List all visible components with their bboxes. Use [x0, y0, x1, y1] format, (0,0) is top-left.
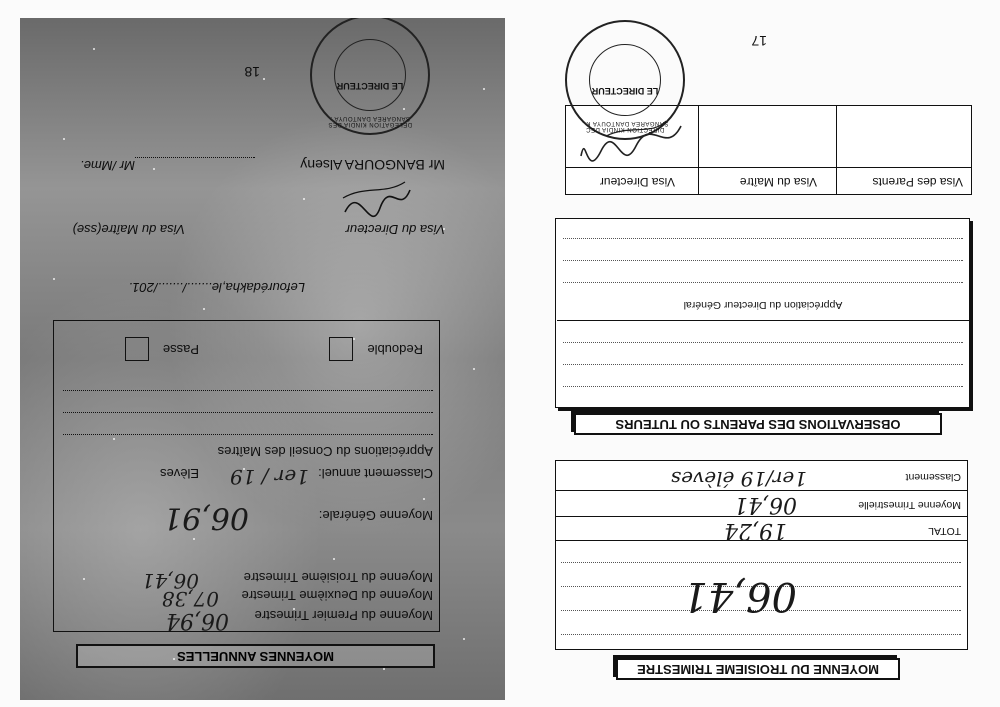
moyenne-trimestrielle-label: Moyenne Trimestrielle: [858, 499, 961, 511]
director-stamp-left: [565, 20, 685, 140]
stamp-title: LE DIRECTEUR: [591, 86, 659, 96]
t1-label: Moyenne du Premier Trimestre: [254, 608, 433, 623]
redouble-label: Redouble: [367, 342, 423, 357]
t2-label: Moyenne du Deuxième Trimestre: [241, 588, 433, 603]
page-number-right: 18: [244, 64, 260, 80]
trimestre-title: MOYENNE DU TROISIEME TRIMESTRE: [616, 658, 900, 680]
t1-value: 06,94: [166, 608, 229, 633]
moyennes-box: [53, 320, 440, 632]
director-stamp-right: [310, 18, 430, 135]
dark-scan-page: [20, 18, 505, 700]
classement-annuel-label: Classement annuel:: [318, 466, 433, 481]
page-number-left: 17: [751, 33, 767, 49]
visa-parents-header: Visa des Parents: [872, 175, 963, 189]
passe-label: Passe: [162, 342, 199, 357]
stamp-right-ring-text: DELEGATION KINDIA DES SANGAREA DANTOUYA .: [327, 115, 413, 127]
redouble-checkbox: [329, 337, 353, 361]
place-date: Lefourédakha,le......./......./201.: [128, 280, 305, 295]
moyenne-generale-label: Moyenne Générale:: [318, 508, 433, 523]
trimestre-box: [555, 460, 968, 650]
t3-label: Moyenne du Troisième Trimestre: [243, 570, 433, 585]
mr-mme-label: Mr /Mme.: [80, 158, 135, 173]
eleves-label: Elèves: [159, 466, 199, 481]
visa-directeur-header: Visa Directeur: [599, 175, 675, 189]
director-name: Mr BANGOURA Alseny: [300, 157, 445, 173]
total-value: 19,24: [724, 518, 787, 543]
moyennes-title: MOYENNES ANNUELLES: [76, 644, 435, 668]
t3-value: 06,41: [141, 569, 199, 593]
visa-col-divider: [836, 106, 837, 194]
stamp-right-title: LE DIRECTEUR: [336, 81, 404, 91]
director-signature-right: [335, 175, 415, 220]
total-label: TOTAL: [928, 525, 961, 537]
moyenne-trimestrielle-value: 06,41: [734, 492, 797, 517]
observations-title: OBSERVATIONS DES PARENTS OU TUTEURS: [574, 413, 942, 435]
visa-maitre-header: Visa du Maître: [739, 175, 817, 189]
classement-annuel-value: 1er / 19: [229, 465, 309, 489]
stamp-ring-text: DIRECTION KINDIA DEC SANGAREA DANTOUYA K .: [581, 120, 669, 132]
trimestre-big-grade: 06,41: [682, 573, 797, 619]
classement-value: 1er/19 élèves: [670, 467, 807, 491]
visa-header-divider: [566, 167, 971, 168]
appreciation-title: Appréciation du Directeur Général: [683, 299, 843, 311]
conseil-label: Appréciations du Conseil des Maîtres: [217, 444, 433, 459]
moyenne-generale-value: 06,91: [163, 500, 249, 535]
t2-value: 07,38: [161, 587, 219, 611]
visa-maitre-label: Visa du Maître(sse): [72, 222, 185, 237]
visa-directeur-label: Visa du Directeur: [345, 222, 445, 237]
passe-checkbox: [125, 337, 149, 361]
visa-col-divider: [698, 106, 699, 194]
classement-label: Classement: [905, 471, 961, 483]
appreciation-box: [555, 218, 970, 408]
